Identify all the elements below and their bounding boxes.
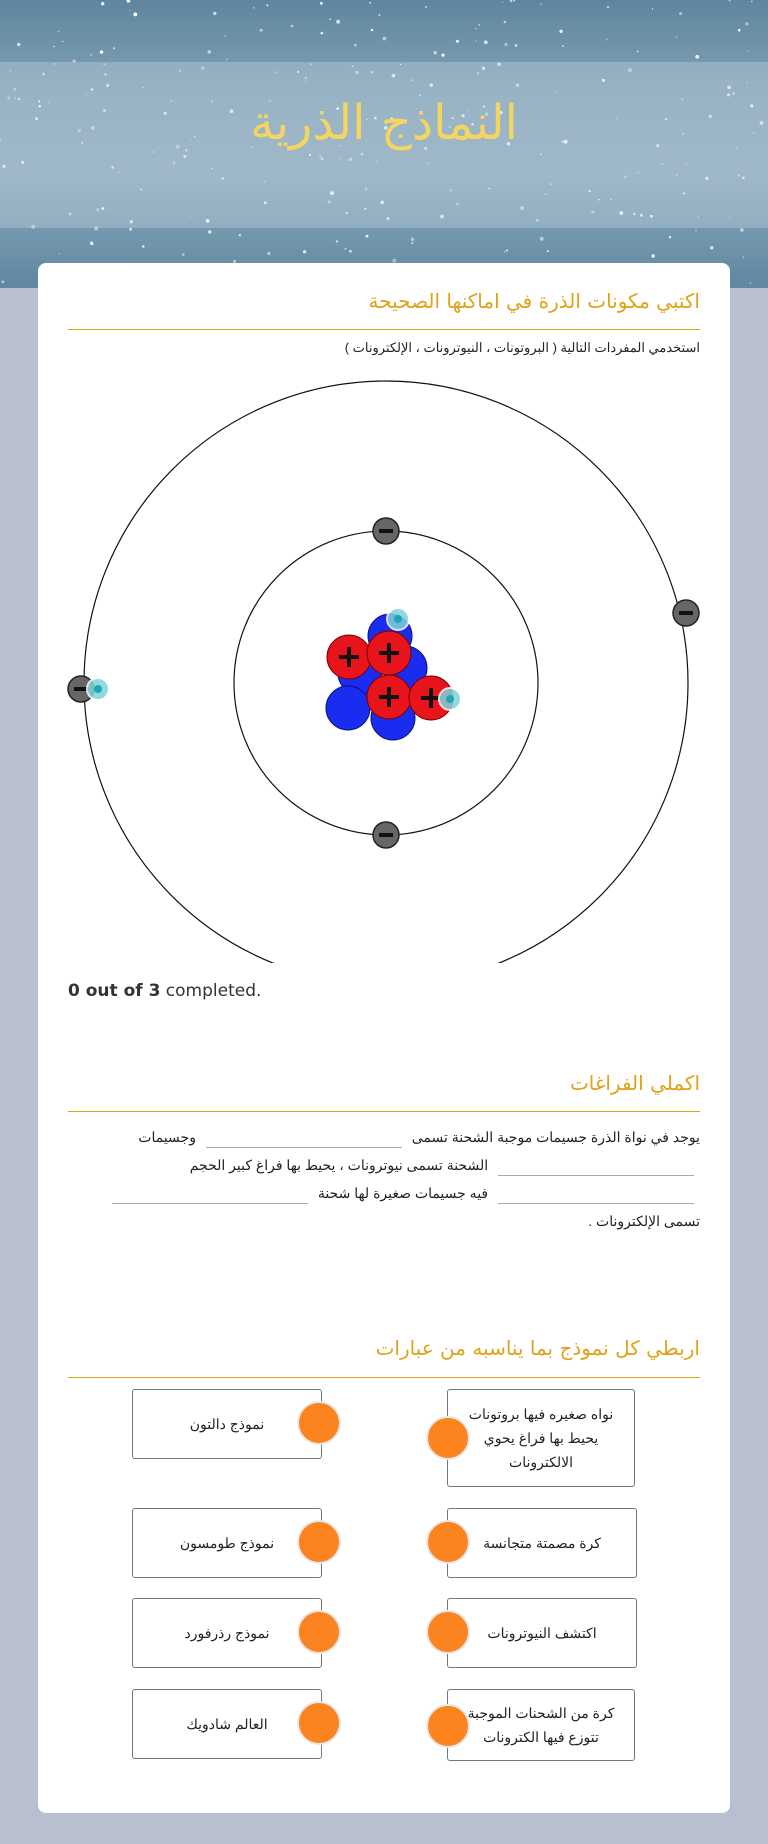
- electron: [673, 600, 699, 626]
- blank-input-2[interactable]: [498, 1157, 694, 1176]
- match-left-item[interactable]: العالم شادويك: [132, 1689, 322, 1759]
- match-right-item[interactable]: كرة مصمتة متجانسة: [447, 1508, 637, 1578]
- section3-title: اربطي كل نموذج بما يناسبه من عبارات: [375, 1336, 700, 1360]
- connector-dot[interactable]: [297, 1701, 341, 1745]
- connector-dot[interactable]: [426, 1610, 470, 1654]
- match-right-item[interactable]: نواه صغيره فيها بروتونات يحيط بها فراغ يحوي الالكترونات: [447, 1389, 635, 1487]
- section1-title: اكتبي مكونات الذرة في اماكنها الصحيحة: [368, 289, 700, 313]
- blank-input-4[interactable]: [112, 1185, 308, 1204]
- connector-dot[interactable]: [297, 1520, 341, 1564]
- worksheet-card: [38, 263, 730, 1813]
- match-left-item[interactable]: نموذج طومسون: [132, 1508, 322, 1578]
- connector-dot[interactable]: [297, 1610, 341, 1654]
- blank-input-3[interactable]: [498, 1185, 694, 1204]
- electron: [373, 822, 399, 848]
- atom-diagram: [38, 363, 730, 963]
- connector-dot[interactable]: [426, 1520, 470, 1564]
- fill-blanks-paragraph: يوجد في نواة الذرة جسيمات موجبة الشحنة تسمى وجسيمات الشحنة تسمى نيوترونات ، يحيط بها فراغ كبير الحجم فيه جسيمات صغيرة لها شحنة تسمى الإلكترونات .: [68, 1123, 700, 1235]
- section2-title: اكملي الفراغات: [569, 1071, 700, 1095]
- blank-input-1[interactable]: [206, 1129, 402, 1148]
- nucleus: [326, 614, 453, 740]
- match-left-item[interactable]: نموذج رذرفورد: [132, 1598, 322, 1668]
- section2-divider: [68, 1111, 700, 1112]
- completion-label: completed.: [160, 981, 262, 1001]
- neutron: [326, 686, 370, 730]
- header-banner: [0, 0, 768, 288]
- electron: [373, 518, 399, 544]
- connector-dot[interactable]: [426, 1416, 470, 1460]
- section1-divider: [68, 329, 700, 330]
- connector-dot[interactable]: [426, 1704, 470, 1748]
- match-left-item[interactable]: نموذج دالتون: [132, 1389, 322, 1459]
- completion-status: [68, 981, 261, 1001]
- match-right-item[interactable]: اكتشف النيوترونات: [447, 1598, 637, 1668]
- section3-divider: [68, 1377, 700, 1378]
- completion-count: 0 out of 3: [68, 981, 161, 1001]
- match-right-item[interactable]: كرة من الشحنات الموجبة تتوزع فيها الكترونات: [447, 1689, 635, 1761]
- page-title: النماذج الذرية: [250, 95, 518, 151]
- connector-dot[interactable]: [297, 1401, 341, 1445]
- section1-instruction: استخدمي المفردات التالية ( البروتونات ، النيوترونات ، الإلكترونات ): [344, 340, 700, 355]
